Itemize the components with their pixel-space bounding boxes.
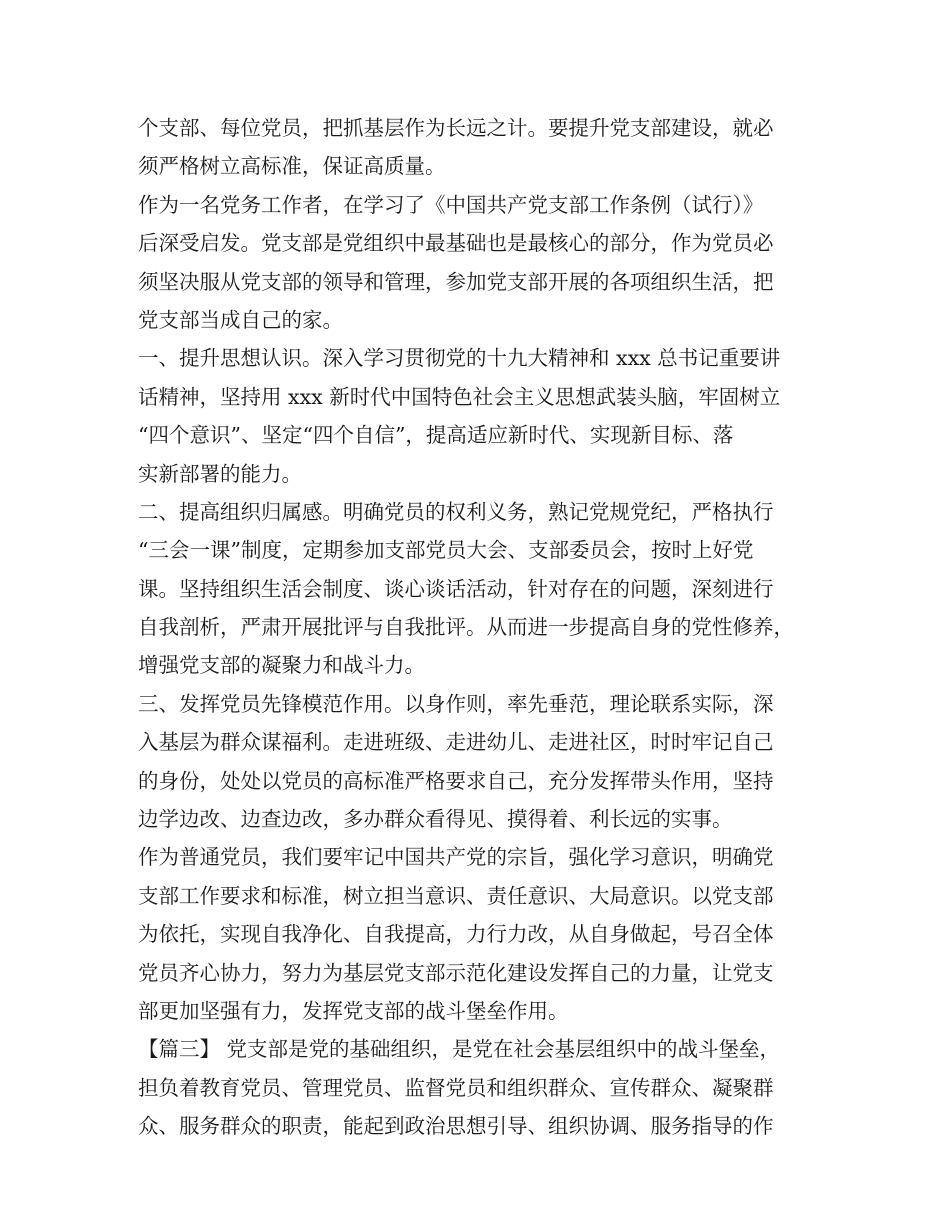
text-line: 担负着教育党员、管理党员、监督党员和组织群众、宣传群众、凝聚群 [138,1075,774,1100]
text-line: 二、提高组织归属感。明确党员的权利义务，熟记党规党纪，严格执行 [138,499,774,524]
text-line: 党支部当成自己的家。 [138,307,343,332]
document-body [138,109,818,1146]
text-line: 众、服务群众的职责，能起到政治思想引导、组织协调、服务指导的作 [138,1114,774,1139]
text-line: 支部工作要求和标准，树立担当意识、责任意识、大局意识。以党支部 [138,883,774,908]
text-line: “三会一课”制度，定期参加支部党员大会、支部委员会，按时上好党 [138,538,754,563]
text-line: 须坚决服从党支部的领导和管理，参加党支部开展的各项组织生活，把 [138,269,774,294]
text-line: 边学边改、边查边改，多办群众看得见、摸得着、利长远的实事。 [138,807,733,832]
text-line: 三、发挥党员先锋模范作用。以身作则，率先垂范，理论联系实际，深 [138,691,774,716]
text-line: 部更加坚强有力，发挥党支部的战斗堡垒作用。 [138,998,569,1023]
text-line: 党员齐心协力，努力为基层党支部示范化建设发挥自己的力量，让党支 [138,960,774,985]
text-line: 自我剖析，严肃开展批评与自我批评。从而进一步提高自身的党性修养， [138,615,794,640]
text-line: 个支部、每位党员，把抓基层作为长远之计。要提升党支部建设，就必 [138,116,774,140]
text-line: 的身份，处处以党员的高标准严格要求自己，充分发挥带头作用，坚持 [138,768,774,793]
text-line: 一、提升思想认识。深入学习贯彻党的十九大精神和 xxx 总书记重要讲 [138,346,781,371]
text-line: 实新部署的能力。 [138,461,302,486]
text-line: 作为普通党员，我们要牢记中国共产党的宗旨，强化学习意识，明确党 [138,845,774,870]
text-line: 须严格树立高标准，保证高质量。 [138,154,446,179]
text-line: 增强党支部的凝聚力和战斗力。 [138,653,425,678]
text-line: 作为一名党务工作者，在学习了《中国共产党支部工作条例（试行）》 [138,192,764,217]
text-line: “四个意识”、坚定“四个自信”，提高适应新时代、实现新目标、落 [138,423,734,448]
text-line: 为依托，实现自我净化、自我提高，力行力改，从自身做起，号召全体 [138,922,774,947]
text-line: 后深受启发。党支部是党组织中最基础也是最核心的部分，作为党员必 [138,231,774,256]
text-line: 入基层为群众谋福利。走进班级、走进幼儿、走进社区，时时牢记自己 [138,730,774,755]
text-line: 课。坚持组织生活会制度、谈心谈话活动，针对存在的问题，深刻进行 [138,576,774,601]
text-line: 话精神，坚持用 xxx 新时代中国特色社会主义思想武装头脑，牢固树立 [138,384,781,409]
text-line: 【篇三】 党支部是党的基础组织，是党在社会基层组织中的战斗堡垒， [138,1037,781,1062]
